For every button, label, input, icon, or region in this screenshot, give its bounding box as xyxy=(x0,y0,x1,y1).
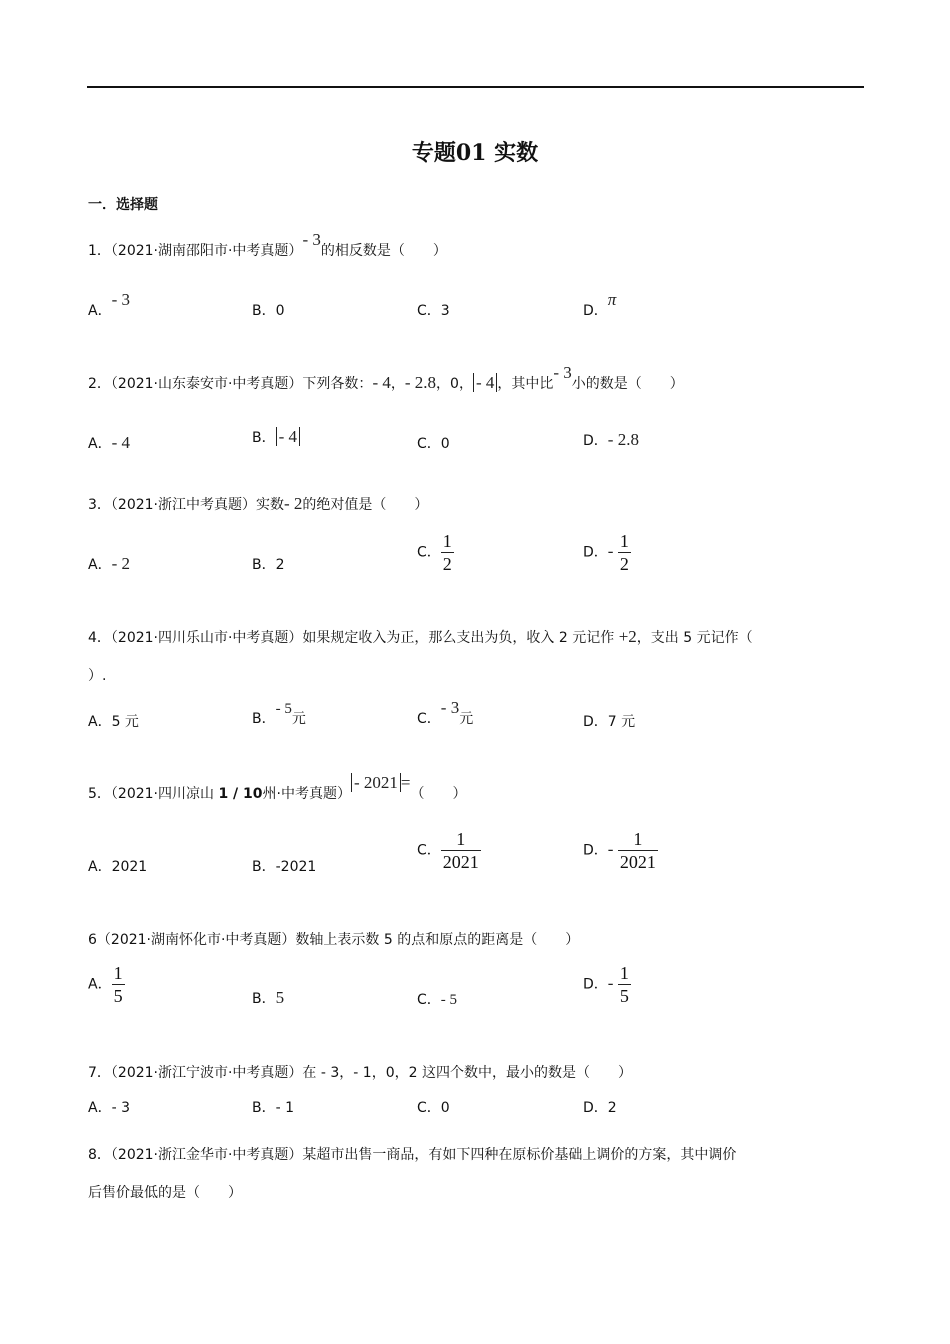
q6-option-b: B．5 xyxy=(252,988,285,1007)
q5-option-c: C． $\frac{1}{2021}$ xyxy=(417,829,479,872)
q2-option-a: A．- 4 xyxy=(88,433,130,452)
question-5: 5．（2021·四川凉山 1 / 10州·中考真题）- 2021 =（ ） xyxy=(88,773,467,802)
q2-option-d: D．- 2.8 xyxy=(583,430,639,449)
q3-option-a: A．- 2 xyxy=(88,554,130,573)
page-indicator: 1 / 10 xyxy=(218,786,263,802)
question-3: 3．（2021·浙江中考真题）实数- 2的绝对值是（ ） xyxy=(88,494,429,513)
q1-option-a: A．- 3 xyxy=(88,290,130,319)
question-4: 4．（2021·四川乐山市·中考真题）如果规定收入为正，那么支出为负，收入 2 元记作 +2，支出 5 元记作（ ）. xyxy=(88,627,753,684)
q2-option-b: B． - 4 xyxy=(252,427,300,447)
q1-stem: 1．（2021·湖南邵阳市·中考真题） xyxy=(88,243,303,259)
q4-option-c: C．- 3元 xyxy=(417,698,474,727)
q3-option-b: B．2 xyxy=(252,557,285,573)
q1-option-b: B．0 xyxy=(252,303,285,319)
q4-option-b: B．- 5元 xyxy=(252,701,306,727)
page-title: 专题01 实数 xyxy=(411,140,539,166)
question-6: 6（2021·湖南怀化市·中考真题）数轴上表示数 5 的点和原点的距离是（ ） xyxy=(88,932,580,948)
q1-option-c: C．3 xyxy=(417,303,450,319)
q1-option-d: D．π xyxy=(583,290,617,319)
q4-option-a: A．5 元 xyxy=(88,714,139,730)
q7-option-a: A．- 3 xyxy=(88,1100,130,1116)
question-7: 7．（2021·浙江宁波市·中考真题）在 - 3，- 1，0，2 这四个数中，最小的数是（ ） xyxy=(88,1065,632,1081)
question-1 xyxy=(88,230,447,260)
q2-abs-value: - 4 xyxy=(473,373,497,392)
q7-option-b: B．- 1 xyxy=(252,1100,295,1116)
q5-option-d: D．- $\frac{1}{2021}$ xyxy=(583,829,656,872)
q2-option-c: C．0 xyxy=(417,436,450,452)
section-heading: 一．选择题 xyxy=(88,197,158,213)
q6-option-d: D．- $\frac{1}{5}$ xyxy=(583,963,629,1006)
question-2: 2．（2021·山东泰安市·中考真题）下列各数：- 4，- 2.8，0， - 4 ，其中比- 3小的数是（ ） xyxy=(88,363,684,392)
q3-option-c: C． $\frac{1}{2}$ xyxy=(417,531,452,574)
q6-option-a: A． $\frac{1}{5}$ xyxy=(88,963,123,1006)
q1-tail: 的相反数是（ ） xyxy=(320,243,447,259)
question-8: 8．（2021·浙江金华市·中考真题）某超市出售一商品，有如下四种在原标价基础上调价的方案，其中调价 后售价最低的是（ ） xyxy=(88,1147,737,1201)
q5-option-a: A．2021 xyxy=(88,859,148,875)
q5-option-b: B．-2021 xyxy=(252,859,317,875)
q1-math: - 3 xyxy=(302,230,321,249)
q3-option-d: D．- $\frac{1}{2}$ xyxy=(583,531,629,574)
q7-option-d: D．2 xyxy=(583,1100,617,1116)
q6-option-c: C．- 5 xyxy=(417,992,458,1008)
header-rule xyxy=(87,86,864,88)
q7-option-c: C．0 xyxy=(417,1100,450,1116)
q4-option-d: D．7 元 xyxy=(583,714,636,730)
